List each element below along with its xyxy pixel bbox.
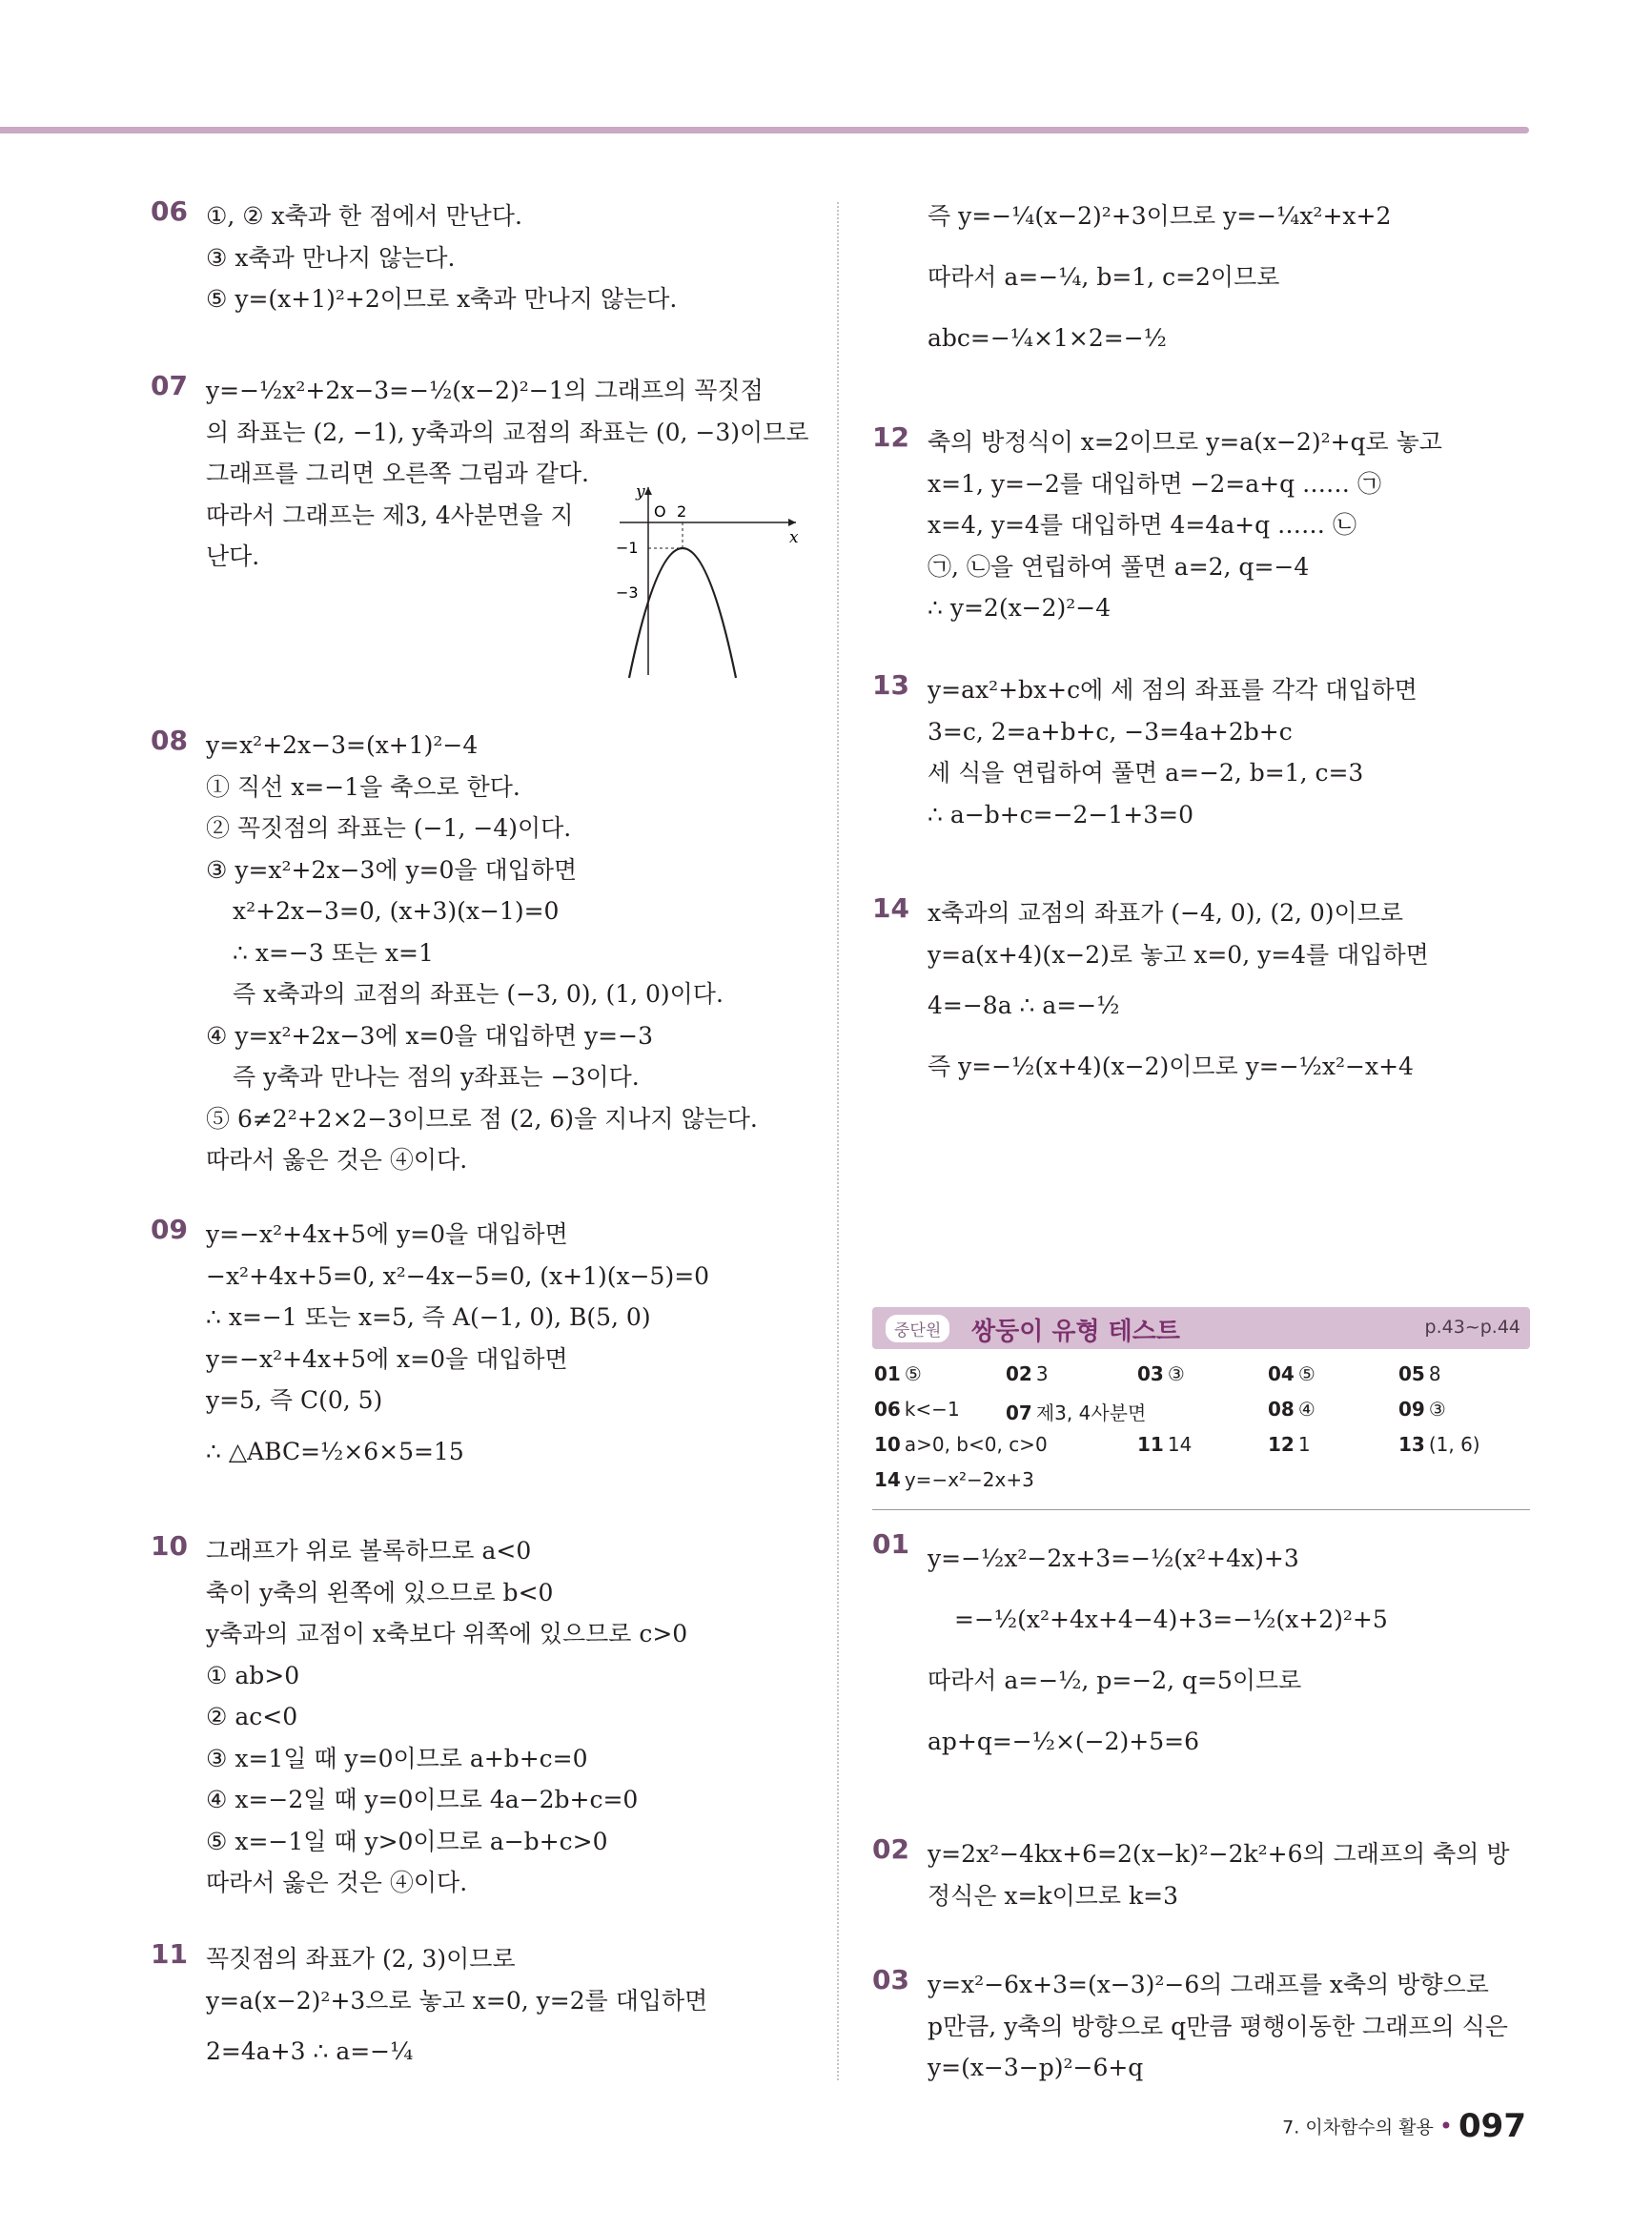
solution-line: y=−x²+4x+5에 x=0을 대입하면 (206, 1344, 568, 1373)
problem-number: 12 (872, 421, 909, 453)
solution-line: y=a(x+4)(x−2)로 놓고 x=0, y=4를 대입하면 (928, 940, 1429, 969)
problem-body (928, 1528, 1388, 1772)
solution-line: y=2x²−4kx+6=2(x−k)²−2k²+6의 그래프의 축의 방 (928, 1840, 1510, 1868)
answer-item (874, 1398, 960, 1421)
page-number: 097 (1458, 2107, 1526, 2145)
solution-line: y=ax²+bx+c에 세 점의 좌표를 각각 대입하면 (928, 676, 1417, 704)
solution-line: −x²+4x+5=0, x²−4x−5=0, (x+1)(x−5)=0 (206, 1261, 710, 1290)
answer-item (874, 1362, 922, 1385)
solution-line: ∴ x=−3 또는 x=1 (233, 938, 434, 967)
solution-line: 즉 y=−¼(x−2)²+3이므로 y=−¼x²+x+2 (928, 202, 1392, 230)
solution-line: 정식은 x=k이므로 k=3 (928, 1881, 1178, 1910)
answer-item (1398, 1398, 1446, 1421)
solution-line: y=x²+2x−3=(x+1)²−4 (206, 731, 479, 759)
answer-value: a>0, b<0, c>0 (904, 1433, 1048, 1456)
solution-line: 난다. (206, 542, 260, 570)
solution-line: 4=−8a ∴ a=−½ (928, 992, 1120, 1019)
answer-item (1398, 1433, 1480, 1456)
problem-number: 03 (872, 1964, 909, 1995)
problem-body (928, 1964, 1508, 2089)
answer-key-rule (872, 1509, 1530, 1510)
solution-line: 꼭짓점의 좌표가 (2, 3)이므로 (206, 1945, 516, 1973)
problem-number: 09 (151, 1214, 188, 1245)
solution-line: ④ y=x²+2x−3에 x=0을 대입하면 y=−3 (206, 1021, 653, 1050)
problem-number: 02 (872, 1833, 909, 1865)
problem-body (928, 669, 1417, 835)
solution-line: y축과의 교점이 x축보다 위쪽에 있으므로 c>0 (206, 1620, 688, 1647)
answer-item (1268, 1398, 1315, 1421)
solution-line: p만큼, y축의 방향으로 q만큼 평행이동한 그래프의 식은 (928, 2012, 1508, 2040)
answer-value: 1 (1297, 1433, 1311, 1456)
bullet-icon: • (1438, 2113, 1454, 2139)
answer-number: 02 (1006, 1362, 1032, 1385)
solution-line: 그래프가 위로 볼록하므로 a<0 (206, 1537, 532, 1565)
answer-value: ⑤ (904, 1362, 922, 1385)
answer-number: 10 (874, 1433, 901, 1456)
x-tick-label: 2 (677, 502, 687, 521)
solution-line: 2=4a+3 ∴ a=−¼ (206, 2037, 414, 2065)
solution-line: 세 식을 연립하여 풀면 a=−2, b=1, c=3 (928, 759, 1364, 787)
solution-line: ∴ x=−1 또는 x=5, 즉 A(−1, 0), B(5, 0) (206, 1303, 651, 1331)
solution-line: 따라서 a=−¼, b=1, c=2이므로 (928, 263, 1280, 291)
problem-number: 07 (151, 370, 188, 401)
problem-body (928, 1833, 1510, 1916)
solution-line: ∴ y=2(x−2)²−4 (928, 594, 1112, 622)
problem-body (928, 421, 1442, 629)
section-page-range: p.43~p.44 (1424, 1317, 1520, 1338)
problem-number: 14 (872, 892, 909, 924)
problem-body (206, 725, 758, 1181)
problem-body (206, 1530, 687, 1904)
solution-line: abc=−¼×1×2=−½ (928, 324, 1167, 352)
solution-line: y=(x−3−p)²−6+q (928, 2054, 1144, 2081)
solution-line: 그래프를 그리면 오른쪽 그림과 같다. (206, 460, 589, 487)
chapter-title: 7. 이차함수의 활용 (1282, 2117, 1434, 2138)
answer-value: (1, 6) (1428, 1433, 1480, 1456)
page-footer (1282, 2107, 1526, 2145)
solution-line: y=a(x−2)²+3으로 놓고 x=0, y=2를 대입하면 (206, 1986, 708, 2015)
solution-line: 즉 y축과 만나는 점의 y좌표는 −3이다. (233, 1063, 640, 1091)
solution-line: 축이 y축의 왼쪽에 있으므로 b<0 (206, 1578, 554, 1606)
solution-line: ① 직선 x=−1을 축으로 한다. (206, 772, 520, 801)
solution-line: ③ x=1일 때 y=0이므로 a+b+c=0 (206, 1744, 588, 1772)
solution-line: ⑤ x=−1일 때 y>0이므로 a−b+c>0 (206, 1827, 608, 1855)
solution-line: ∴ a−b+c=−2−1+3=0 (928, 800, 1194, 829)
y-axis-label: y (636, 482, 645, 501)
answer-item (1137, 1362, 1185, 1385)
solution-line: ① ab>0 (206, 1661, 300, 1689)
solution-line: 즉 y=−½(x+4)(x−2)이므로 y=−½x²−x+4 (928, 1053, 1414, 1080)
answer-value: 3 (1035, 1362, 1049, 1385)
answer-value: 14 (1167, 1433, 1193, 1456)
answer-number: 13 (1398, 1433, 1425, 1456)
answer-value: 제3, 4사분면 (1035, 1401, 1147, 1424)
answer-item (1006, 1362, 1049, 1385)
section-badge: 중단원 (886, 1315, 949, 1342)
solution-line: 축의 방정식이 x=2이므로 y=a(x−2)²+q로 놓고 (928, 428, 1442, 456)
solution-line: y=−x²+4x+5에 y=0을 대입하면 (206, 1220, 568, 1248)
answer-value: ③ (1428, 1398, 1446, 1421)
solution-line: y=5, 즉 C(0, 5) (206, 1386, 383, 1414)
answer-number: 11 (1137, 1433, 1164, 1456)
answer-item (1006, 1398, 1146, 1425)
answer-number: 04 (1268, 1362, 1295, 1385)
answer-number: 14 (874, 1468, 901, 1491)
answer-item (1268, 1362, 1315, 1385)
answer-value: ③ (1167, 1362, 1185, 1385)
solution-line: 따라서 그래프는 제3, 4사분면을 지 (206, 501, 574, 529)
answer-number: 06 (874, 1398, 901, 1421)
answer-number: 08 (1268, 1398, 1295, 1421)
x-axis-arrow-icon (788, 519, 796, 526)
answer-item (1268, 1433, 1311, 1456)
solution-line: ①, ② x축과 한 점에서 만난다. (206, 202, 522, 230)
solution-line: ② ac<0 (206, 1703, 298, 1730)
origin-label: O (654, 502, 666, 521)
solution-line: ㉠, ㉡을 연립하여 풀면 a=2, q=−4 (928, 552, 1310, 581)
problem-body (206, 195, 677, 320)
answer-item (874, 1468, 1034, 1491)
problem-body (206, 1938, 707, 2082)
answer-value: k<−1 (904, 1398, 960, 1421)
solution-line: ③ x축과 만나지 않는다. (206, 243, 456, 272)
problem-number: 13 (872, 669, 909, 701)
y-tick-label: −1 (616, 539, 639, 557)
answer-number: 01 (874, 1362, 901, 1385)
solution-line: 따라서 a=−½, p=−2, q=5이므로 (928, 1667, 1302, 1694)
solution-line: 3=c, 2=a+b+c, −3=4a+2b+c (928, 717, 1293, 746)
answer-number: 09 (1398, 1398, 1425, 1421)
answer-number: 05 (1398, 1362, 1425, 1385)
section-title: 쌍둥이 유형 테스트 (971, 1318, 1181, 1346)
answer-item (1398, 1362, 1441, 1385)
answer-item (1137, 1433, 1192, 1456)
parabola-curve (629, 548, 736, 678)
y-tick-label: −3 (616, 583, 639, 602)
problem-body (928, 186, 1391, 369)
answer-number: 07 (1006, 1401, 1032, 1424)
x-axis-label: x (789, 528, 799, 547)
solution-line: x²+2x−3=0, (x+3)(x−1)=0 (233, 897, 560, 925)
solution-line: y=−½x²−2x+3=−½(x²+4x)+3 (928, 1545, 1299, 1572)
solution-line: ③ y=x²+2x−3에 y=0을 대입하면 (206, 855, 578, 884)
answer-value: ④ (1297, 1398, 1315, 1421)
solution-line: x=4, y=4를 대입하면 4=4a+q …… ㉡ (928, 511, 1356, 539)
solution-line: 따라서 옳은 것은 ④이다. (206, 1146, 468, 1174)
solution-line: 즉 x축과의 교점의 좌표는 (−3, 0), (1, 0)이다. (233, 980, 724, 1008)
parabola-graph (610, 480, 801, 680)
answer-value: 8 (1428, 1362, 1441, 1385)
answer-value: ⑤ (1297, 1362, 1315, 1385)
problem-number: 01 (872, 1528, 909, 1560)
answer-number: 12 (1268, 1433, 1295, 1456)
problem-number: 10 (151, 1530, 188, 1562)
problem-number: 11 (151, 1938, 188, 1970)
solution-line: 의 좌표는 (2, −1), y축과의 교점의 좌표는 (0, −3)이므로 (206, 418, 809, 446)
problem-number: 06 (151, 195, 188, 227)
top-rule (0, 127, 1529, 133)
solution-line: ap+q=−½×(−2)+5=6 (928, 1728, 1199, 1755)
solution-line: 따라서 옳은 것은 ④이다. (206, 1869, 468, 1896)
section-header (872, 1307, 1530, 1349)
solution-line: y=−½x²+2x−3=−½(x−2)²−1의 그래프의 꼭짓점 (206, 377, 764, 404)
solution-line: x축과의 교점의 좌표가 (−4, 0), (2, 0)이므로 (928, 899, 1404, 927)
problem-number: 08 (151, 725, 188, 756)
solution-line: y=x²−6x+3=(x−3)²−6의 그래프를 x축의 방향으로 (928, 1971, 1489, 1998)
column-divider (837, 202, 839, 2080)
answer-number: 03 (1137, 1362, 1164, 1385)
answer-value: y=−x²−2x+3 (904, 1468, 1034, 1491)
answer-item (874, 1433, 1048, 1456)
solution-line: ∴ △ABC=½×6×5=15 (206, 1437, 464, 1465)
y-axis-arrow-icon (644, 487, 652, 495)
problem-body (928, 892, 1429, 1097)
problem-body (206, 1214, 709, 1483)
solution-line: =−½(x²+4x+4−4)+3=−½(x+2)²+5 (954, 1606, 1388, 1633)
solution-line: x=1, y=−2를 대입하면 −2=a+q …… ㉠ (928, 469, 1381, 498)
solution-line: ⑤ 6≠2²+2×2−3이므로 점 (2, 6)을 지나지 않는다. (206, 1104, 758, 1133)
solution-line: ⑤ y=(x+1)²+2이므로 x축과 만나지 않는다. (206, 285, 678, 313)
solution-line: ② 꼭짓점의 좌표는 (−1, −4)이다. (206, 814, 572, 842)
solution-line: ④ x=−2일 때 y=0이므로 4a−2b+c=0 (206, 1786, 639, 1813)
